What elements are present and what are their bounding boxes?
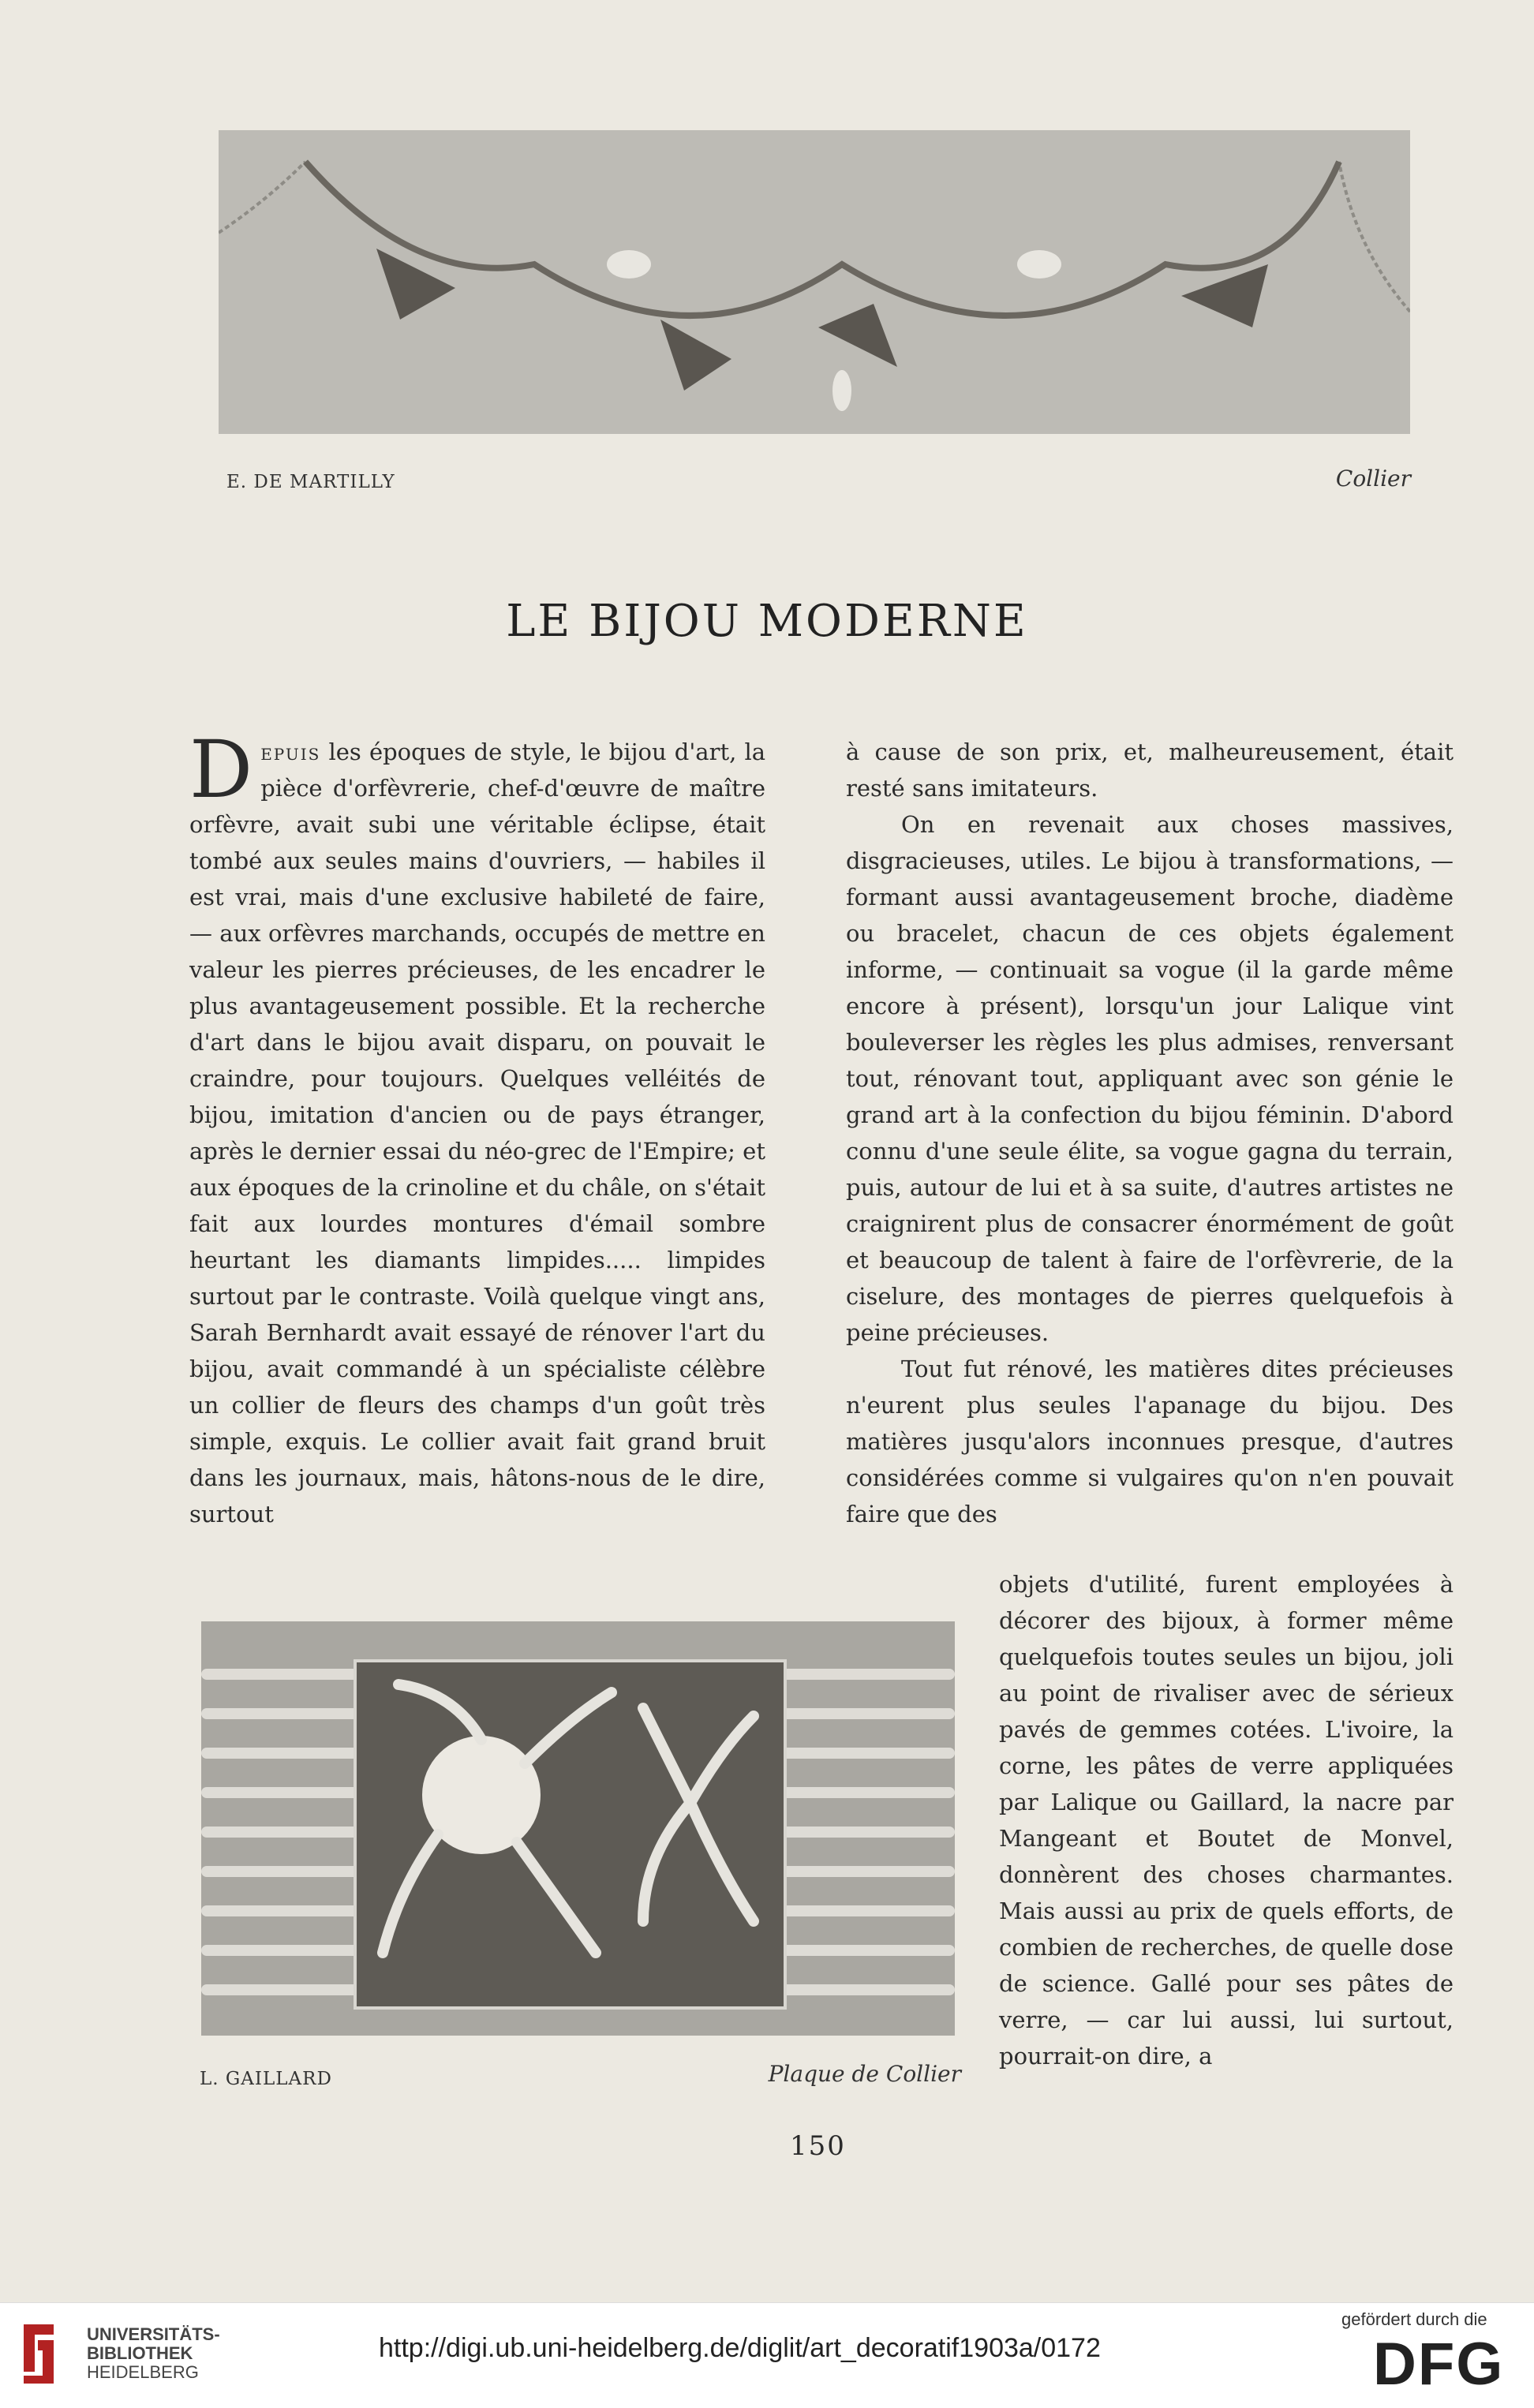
first-word: epuis	[260, 738, 321, 765]
source-url[interactable]: http://digi.ub.uni-heidelberg.de/diglit/art_decoratif1903a/0172	[379, 2333, 1101, 2363]
page-number: 150	[790, 2130, 846, 2162]
bottom-figure-artist: L. GAILLARD	[200, 2069, 332, 2089]
right-paragraph-3-continued: objets d'utilité, furent employées à décorer des bijoux, à former même quelquefois toutes seules un bijou, joli au point de rivaliser avec de sérieux pavés de gemmes cotées. L'ivoire, la corne, les pâtes de verre appliquées par Lalique ou Gaillard, la nacre par Mangeant et Boutet de Monvel, donnèrent des choses charmantes. Mais aussi au prix de quels efforts, de combien de recherches, de quelle dose de science. Gallé pour ses pâtes de verre, — car lui aussi, lui surtout, pourrait-on dire, a	[999, 1571, 1454, 2070]
article-title: LE BIJOU MODERNE	[506, 596, 1028, 647]
library-logo-icon	[16, 2320, 62, 2387]
necklace-illustration	[219, 130, 1410, 434]
top-figure-artist: E. DE MARTILLY	[226, 472, 395, 492]
right-paragraph-3: Tout fut rénové, les matières dites précieuses n'eurent plus seules l'apanage du bijou. Des matières jusqu'alors inconnues presque, d'autres considérées comme si vulgaires qu'on n'en pouvait faire que des	[846, 1355, 1454, 1527]
funded-by: gefördert durch die	[1341, 2309, 1487, 2329]
bottom-figure-title: Plaque de Collier	[768, 2061, 961, 2087]
right-column-continuation	[999, 1566, 1454, 2074]
top-figure-title: Collier	[1335, 466, 1411, 492]
left-paragraph: les époques de style, le bijou d'art, la pièce d'orfèvrerie, chef-d'œuvre de maître orfèvre, avait subi une véritable éclipse, était tombé aux seules mains d'ouvriers, — habiles il est vrai, mais d'une exclusive habileté de faire, — aux orfèvres marchands, occupés de mettre en valeur les pierres précieuses, de les encadrer le plus avantageusement possible. Et la recherche d'art dans le bijou avait disparu, on pouvait le craindre, pour toujours. Quelques velléités de bijou, imitation d'ancien ou de pays étranger, après le dernier essai du néo-grec de l'Empire; et aux époques de la crinoline et du châle, on s'était fait aux lourdes montures d'émail sombre heurtant les diamants limpides..... limpides surtout par le contraste. Voilà quelque vingt ans, Sarah Bernhardt avait essayé de rénover l'art du bijou, avait commandé à un spécialiste célèbre un collier de fleurs des champs d'un goût très simple, exquis. Le collier avait fait grand bruit dans les journaux, mais, hâtons-nous de le dire, surtout	[189, 738, 766, 1527]
right-column	[846, 734, 1454, 1532]
right-paragraph-1: à cause de son prix, et, malheureusement, était resté sans imitateurs.	[846, 738, 1454, 802]
library-line-1: UNIVERSITÄTS-	[87, 2324, 220, 2344]
footer-bar	[0, 2302, 1534, 2408]
dfg-logo: DFG	[1373, 2331, 1505, 2398]
right-paragraph-2: On en revenait aux choses massives, disgracieuses, utiles. Le bijou à transformations, — formant aussi avantageusement broche, diadème ou bracelet, chacun de ces objets également informe, — continuait sa vogue (il la garde même encore à présent), lorsqu'un jour Lalique vint bouleverser les règles les plus admises, renversant tout, rénovant tout, appliquant avec son génie le grand art à la confection du bijou féminin. D'abord connu d'une seule élite, sa vogue gagna du terrain, puis, autour de lui et à sa suite, d'autres artistes ne craignirent plus de consacrer énormément de goût et beaucoup de talent à faire de l'orfèvrerie, de la ciselure, des montages de pierres quelquefois à peine précieuses.	[846, 811, 1454, 1346]
plaque-illustration	[201, 1621, 955, 2036]
library-line-2: BIBLIOTHEK	[87, 2343, 193, 2363]
library-line-3: HEIDELBERG	[87, 2362, 199, 2382]
drop-cap: D	[189, 724, 253, 816]
necklace-photo	[219, 130, 1410, 434]
left-column	[189, 724, 766, 1532]
plaque-photo	[201, 1621, 955, 2036]
library-name	[87, 2325, 220, 2382]
